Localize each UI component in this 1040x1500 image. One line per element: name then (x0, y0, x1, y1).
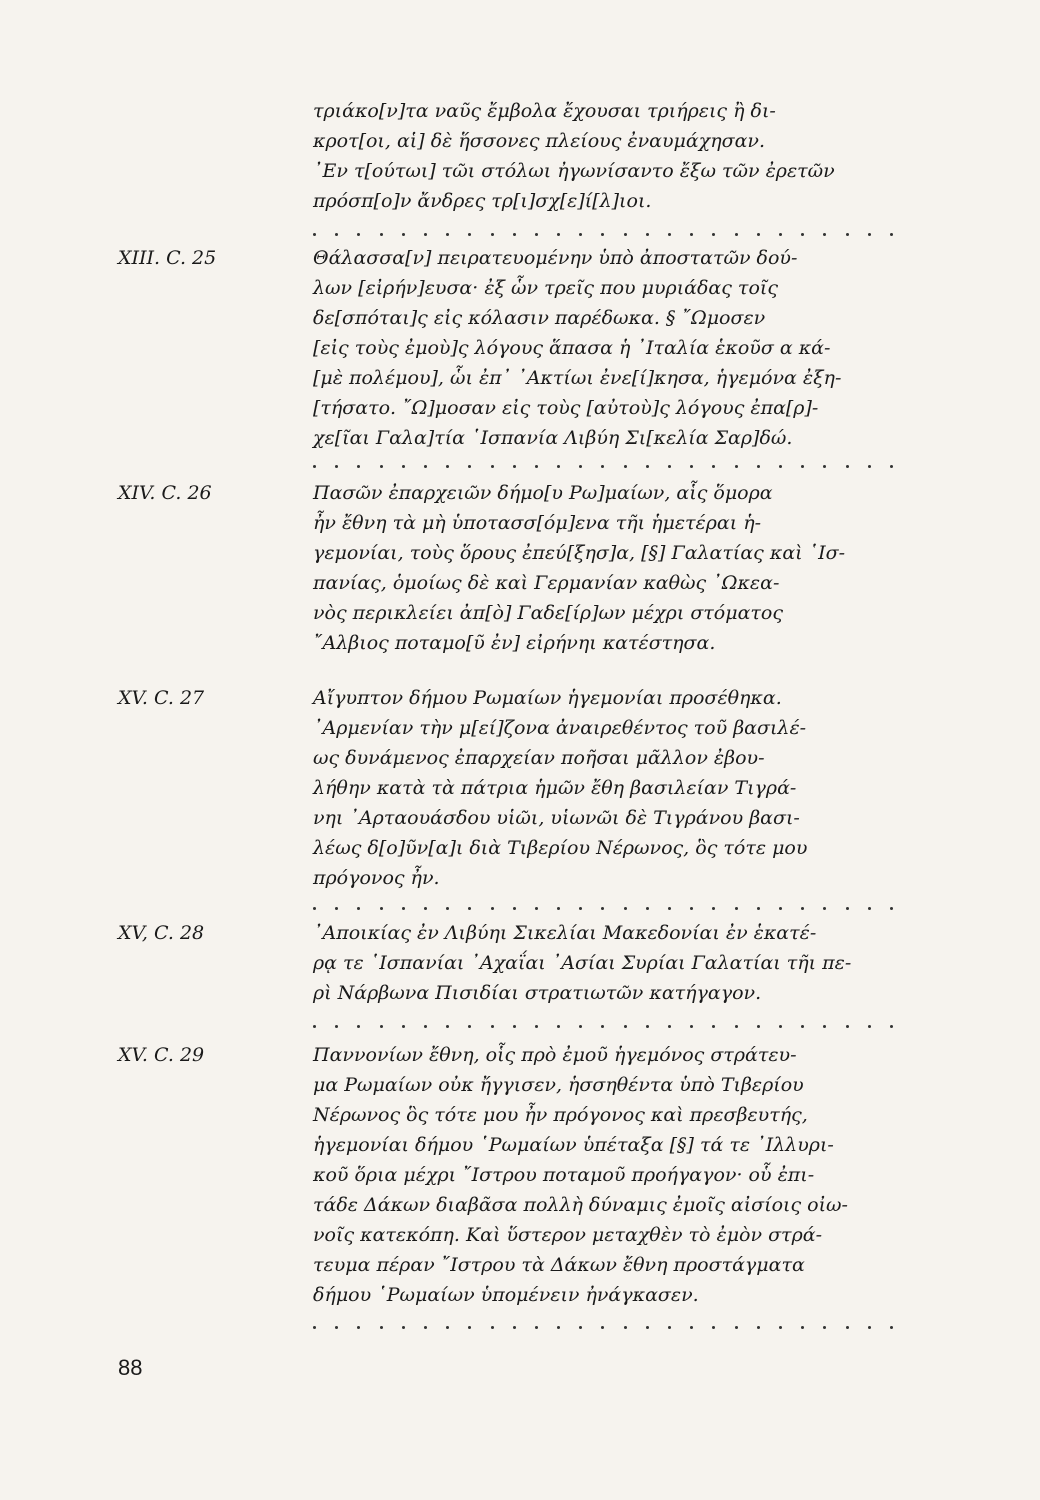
separator-dot (491, 233, 494, 236)
separator-dot (601, 907, 604, 910)
separator-dot (624, 1326, 627, 1329)
separator-dot (557, 465, 560, 468)
separator-dot (668, 907, 671, 910)
separator-dot (579, 907, 582, 910)
separator-dot (446, 907, 449, 910)
text-line: δήμου ῾Ρωμαίων ὑπομένειν ἠνάγκασεν. (313, 1284, 699, 1306)
separator-dot (779, 233, 782, 236)
separator-dot (624, 1025, 627, 1028)
separator-dot (668, 1326, 671, 1329)
text-line: τριάκο[ν]τα ναῦς ἔμβολα ἔχουσαι τριήρεις ἢ δι- (313, 100, 776, 122)
separator-dot (823, 1326, 826, 1329)
separator-dot (513, 233, 516, 236)
chapter-reference: XIV. C. 26 (118, 482, 212, 504)
separator-dot (846, 1326, 849, 1329)
separator-dot (313, 233, 316, 236)
text-line: ἦν ἔθνη τὰ μὴ ὑποτασσ[όμ]ενα τῆι ἡμετέραι ἡ- (313, 512, 762, 534)
text-line: ως δυνάμενος ἐπαρχείαν ποῆσαι μᾶλλον ἐβου- (313, 747, 765, 769)
text-line: πρόσπ[ο]ν ἄνδρες τρ[ι]σχ[ε]ί[λ]ιοι. (313, 190, 652, 212)
text-line: Παννονίων ἔθνη, οἷς πρὸ ἐμοῦ ἡγεμόνος στράτευ- (313, 1044, 797, 1066)
chapter-reference: XIII. C. 25 (118, 247, 217, 269)
separator-dot (868, 1025, 871, 1028)
text-line: πρόγονος ἦν. (313, 867, 440, 889)
separator-dot (823, 1025, 826, 1028)
separator-dot (846, 1025, 849, 1028)
separator-dot (402, 233, 405, 236)
text-line: Πασῶν ἐπαρχειῶν δήμο[υ Ρω]μαίων, αἷς ὅμορα (313, 482, 773, 504)
text-line: χε[ῖαι Γαλα]τία ῾Ισπανία Λιβύη Σι[κελία Σαρ]δώ. (313, 427, 793, 449)
separator-dot (801, 233, 804, 236)
separator-dot (757, 465, 760, 468)
section-body (313, 96, 903, 216)
separator-dot (446, 1326, 449, 1329)
separator-dot (690, 233, 693, 236)
separator-dot (601, 465, 604, 468)
separator-dot (468, 1326, 471, 1329)
separator-dot (690, 907, 693, 910)
dotted-separator (313, 1322, 893, 1332)
separator-dot (690, 1326, 693, 1329)
section-body (313, 918, 903, 1008)
separator-dot (335, 233, 338, 236)
separator-dot (712, 1326, 715, 1329)
separator-dot (823, 907, 826, 910)
text-line: [εἰς τοὺς ἐμοὺ]ς λόγους ἅπασα ἡ ᾿Ιταλία ἑκοῦσ α κά- (313, 337, 831, 359)
text-line: ᾿Αποικίας ἐν Λιβύηι Σικελίαι Μακεδονίαι ἐν ἑκατέ- (313, 922, 817, 944)
text-line: κοῦ ὅρια μέχρι ῎Ιστρου ποταμοῦ προήγαγον· οὗ ἐπι- (313, 1164, 815, 1186)
text-line: νηι ᾿Αρταουάσδου υἱῶι, υἱωνῶι δὲ Τιγράνου βασι- (313, 807, 800, 829)
separator-dot (357, 1025, 360, 1028)
separator-dot (468, 233, 471, 236)
separator-dot (823, 233, 826, 236)
separator-dot (313, 1326, 316, 1329)
separator-dot (735, 907, 738, 910)
separator-dot (712, 233, 715, 236)
separator-dot (313, 465, 316, 468)
separator-dot (890, 233, 893, 236)
section-body (313, 243, 903, 453)
separator-dot (868, 1326, 871, 1329)
page-number: 88 (118, 1355, 143, 1380)
separator-dot (601, 1025, 604, 1028)
separator-dot (579, 1025, 582, 1028)
separator-dot (557, 1025, 560, 1028)
separator-dot (757, 1326, 760, 1329)
separator-dot (690, 1025, 693, 1028)
text-line: ᾿Εν τ[ούτωι] τῶι στόλωι ἠγωνίσαντο ἔξω τῶν ἐρετῶν (313, 160, 835, 182)
separator-dot (357, 1326, 360, 1329)
separator-dot (890, 1326, 893, 1329)
separator-dot (313, 907, 316, 910)
separator-dot (335, 465, 338, 468)
separator-dot (646, 907, 649, 910)
separator-dot (424, 1326, 427, 1329)
separator-dot (380, 1326, 383, 1329)
separator-dot (579, 465, 582, 468)
separator-dot (557, 907, 560, 910)
separator-dot (868, 907, 871, 910)
separator-dot (535, 1326, 538, 1329)
separator-dot (557, 233, 560, 236)
separator-dot (535, 907, 538, 910)
separator-dot (735, 1025, 738, 1028)
separator-dot (335, 907, 338, 910)
separator-dot (513, 465, 516, 468)
separator-dot (823, 465, 826, 468)
text-line: νὸς περικλείει ἀπ[ὸ] Γαδε[ίρ]ων μέχρι στόματος (313, 602, 784, 624)
separator-dot (402, 1326, 405, 1329)
separator-dot (513, 1025, 516, 1028)
separator-dot (646, 1025, 649, 1028)
separator-dot (801, 907, 804, 910)
separator-dot (446, 465, 449, 468)
text-line: πανίας, ὁμοίως δὲ καὶ Γερμανίαν καθὼς ᾿Ωκεα- (313, 572, 780, 594)
separator-dot (424, 1025, 427, 1028)
separator-dot (690, 465, 693, 468)
separator-dot (668, 233, 671, 236)
separator-dot (579, 233, 582, 236)
separator-dot (846, 233, 849, 236)
separator-dot (357, 465, 360, 468)
separator-dot (779, 907, 782, 910)
text-line: λων [εἰρήν]ευσα· ἐξ ὧν τρεῖς που μυριάδας τοῖς (313, 277, 778, 299)
separator-dot (424, 907, 427, 910)
section-body (313, 1040, 903, 1310)
separator-dot (491, 1025, 494, 1028)
separator-dot (468, 907, 471, 910)
separator-dot (446, 233, 449, 236)
text-line: λήθην κατὰ τὰ πάτρια ἡμῶν ἔθη βασιλείαν Τιγρά- (313, 777, 797, 799)
separator-dot (868, 233, 871, 236)
separator-dot (801, 1326, 804, 1329)
text-line: δε[σπόται]ς εἰς κόλασιν παρέδωκα. § ῎Ωμοσεν (313, 307, 766, 329)
separator-dot (779, 1025, 782, 1028)
separator-dot (757, 1025, 760, 1028)
separator-dot (402, 465, 405, 468)
separator-dot (757, 907, 760, 910)
separator-dot (624, 465, 627, 468)
separator-dot (668, 1025, 671, 1028)
separator-dot (846, 907, 849, 910)
section-body (313, 683, 903, 893)
separator-dot (624, 907, 627, 910)
separator-dot (491, 465, 494, 468)
separator-dot (468, 1025, 471, 1028)
chapter-reference: XV. C. 27 (118, 687, 205, 709)
separator-dot (335, 1025, 338, 1028)
separator-dot (757, 233, 760, 236)
separator-dot (535, 233, 538, 236)
separator-dot (535, 1025, 538, 1028)
separator-dot (779, 1326, 782, 1329)
text-line: νοῖς κατεκόπη. Καὶ ὕστερον μεταχθὲν τὸ ἐμὸν στρά- (313, 1224, 822, 1246)
separator-dot (646, 465, 649, 468)
separator-dot (446, 1025, 449, 1028)
separator-dot (380, 233, 383, 236)
separator-dot (890, 907, 893, 910)
separator-dot (380, 907, 383, 910)
separator-dot (491, 1326, 494, 1329)
separator-dot (624, 233, 627, 236)
text-line: λέως δ[ο]ῦν[α]ι διὰ Τιβερίου Νέρωνος, ὃς τότε μου (313, 837, 808, 859)
text-line: τευμα πέραν ῎Ιστρου τὰ Δάκων ἔθνη προστάγματα (313, 1254, 805, 1276)
separator-dot (779, 465, 782, 468)
separator-dot (357, 233, 360, 236)
separator-dot (646, 1326, 649, 1329)
separator-dot (801, 1025, 804, 1028)
separator-dot (424, 233, 427, 236)
text-line: γεμονίαι, τοὺς ὅρους ἐπεύ[ξησ]α, [§] Γαλατίας καὶ ῾Ισ- (313, 542, 846, 564)
separator-dot (491, 907, 494, 910)
text-line: ῎Αλβιος ποταμο[ῦ ἐν] εἰρήνηι κατέστησα. (313, 632, 716, 654)
separator-dot (468, 465, 471, 468)
separator-dot (313, 1025, 316, 1028)
text-line: Νέρωνος ὃς τότε μου ἦν πρόγονος καὶ πρεσβευτής, (313, 1104, 808, 1126)
chapter-reference: XV, C. 28 (118, 922, 205, 944)
separator-dot (513, 1326, 516, 1329)
separator-dot (890, 1025, 893, 1028)
separator-dot (868, 465, 871, 468)
separator-dot (579, 1326, 582, 1329)
text-line: ἡγεμονίαι δήμου ῾Ρωμαίων ὑπέταξα [§] τά τε ᾿Ιλλυρι- (313, 1134, 834, 1156)
text-line: ᾿Αρμενίαν τὴν μ[εί]ζονα ἀναιρεθέντος τοῦ βασιλέ- (313, 717, 807, 739)
dotted-separator (313, 461, 893, 471)
text-line: μα Ρωμαίων οὐκ ἤγγισεν, ἡσσηθέντα ὑπὸ Τιβερίου (313, 1074, 804, 1096)
separator-dot (402, 907, 405, 910)
text-line: κροτ[οι, αἱ] δὲ ἥσσονες πλείους ἐναυμάχησαν. (313, 130, 765, 152)
separator-dot (668, 465, 671, 468)
separator-dot (424, 465, 427, 468)
text-line: [μὲ πολέμου], ὧι ἐπ᾿ ᾿Ακτίωι ἐνε[ί]κησα, ἡγεμόνα ἐξη- (313, 367, 842, 389)
chapter-reference: XV. C. 29 (118, 1044, 205, 1066)
separator-dot (735, 465, 738, 468)
separator-dot (890, 465, 893, 468)
text-line: Αἴγυπτον δήμου Ρωμαίων ἡγεμονίαι προσέθηκα. (313, 687, 782, 709)
dotted-separator (313, 903, 893, 913)
separator-dot (646, 233, 649, 236)
separator-dot (801, 465, 804, 468)
text-line: Θάλασσα[ν] πειρατευομένην ὑπὸ ἀποστατῶν δού- (313, 247, 798, 269)
section-body (313, 478, 903, 658)
dotted-separator (313, 1021, 893, 1031)
separator-dot (535, 465, 538, 468)
separator-dot (402, 1025, 405, 1028)
separator-dot (380, 465, 383, 468)
separator-dot (601, 1326, 604, 1329)
separator-dot (513, 907, 516, 910)
text-line: ρᾳ τε ῾Ισπανίαι ᾿Αχαΐαι ᾿Ασίαι Συρίαι Γαλατίαι τῆι πε- (313, 952, 852, 974)
text-line: τάδε Δάκων διαβᾶσα πολλὴ δύναμις ἐμοῖς αἰσίοις οἰω- (313, 1194, 848, 1216)
text-line: [τήσατο. ῎Ω]μοσαν εἰς τοὺς [αὐτοὺ]ς λόγους ἐπα[ρ]- (313, 397, 819, 419)
text-line: ρὶ Νάρβωνα Πισιδίαι στρατιωτῶν κατήγαγον. (313, 982, 762, 1004)
separator-dot (846, 465, 849, 468)
separator-dot (601, 233, 604, 236)
separator-dot (712, 1025, 715, 1028)
separator-dot (712, 907, 715, 910)
separator-dot (735, 1326, 738, 1329)
separator-dot (557, 1326, 560, 1329)
separator-dot (712, 465, 715, 468)
separator-dot (380, 1025, 383, 1028)
separator-dot (335, 1326, 338, 1329)
separator-dot (357, 907, 360, 910)
separator-dot (735, 233, 738, 236)
dotted-separator (313, 229, 893, 239)
